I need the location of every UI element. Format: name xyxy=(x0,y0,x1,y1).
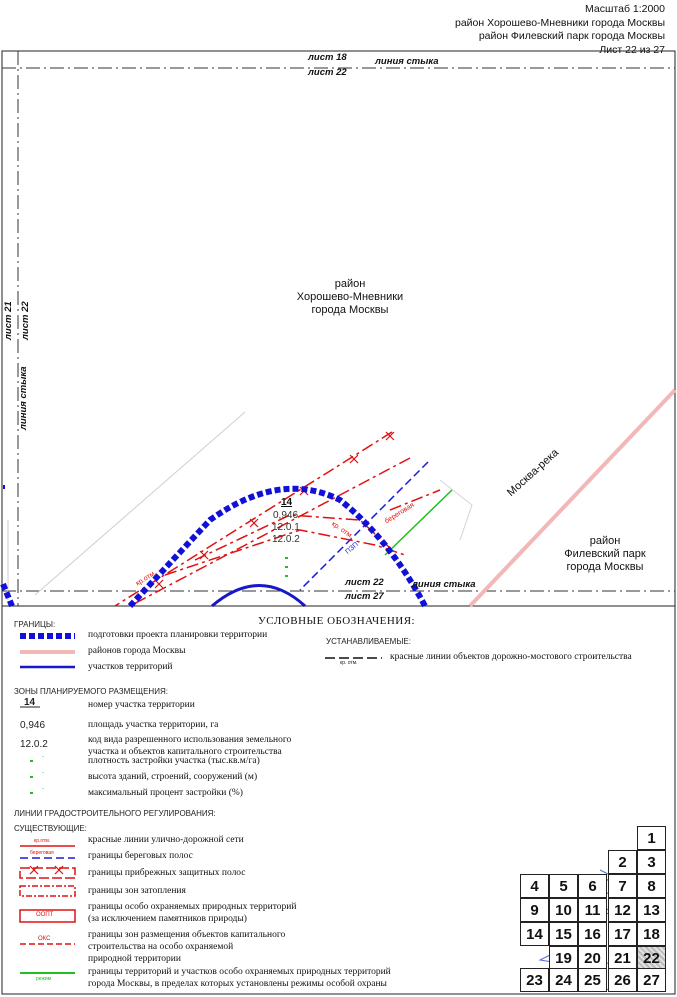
sheet-index-cell-14[interactable]: 14 xyxy=(520,922,549,946)
district-label-line: район xyxy=(334,278,366,290)
district-label-fili xyxy=(540,535,670,574)
river-label: Москва-река xyxy=(505,446,562,499)
sheet-index-cell-15[interactable]: 15 xyxy=(549,922,578,946)
sheet-index-cell-21[interactable]: 21 xyxy=(608,946,637,970)
legend-zone-area: площадь участка территории, га xyxy=(88,720,219,730)
legend-dash: - xyxy=(42,754,44,760)
project-boundary-left xyxy=(3,584,12,606)
red-line-label: кр.отм. xyxy=(134,569,158,588)
legend-l7-small: режим xyxy=(36,976,52,982)
legend-zone-num-sample: 14 xyxy=(24,697,36,708)
legend-zone-code-1: код вида разрешенного использования земельного xyxy=(88,735,292,745)
legend-zone-code-2: участка и объектов капитального строительства xyxy=(88,747,282,757)
legend-b3: участков территорий xyxy=(88,662,173,672)
legend-established-small: кр. отм. xyxy=(340,660,358,666)
street-line xyxy=(35,412,245,595)
left-joint-label: линия стыка xyxy=(18,366,29,430)
district-label-khoroshevo xyxy=(280,278,420,317)
sheet-index-cell-6[interactable]: 6 xyxy=(578,874,607,898)
sheet-index-cell-3[interactable]: 3 xyxy=(637,850,666,874)
legend-l2-small: береговая xyxy=(30,850,54,856)
left-sheet-label-a: лист 21 xyxy=(3,301,14,340)
district-label-line: Хорошево-Мневники xyxy=(296,291,404,303)
plot-marks xyxy=(285,557,288,577)
legend-b2: районов города Москвы xyxy=(88,646,186,656)
sheet-index-cell-12[interactable]: 12 xyxy=(608,898,637,922)
legend-zones-header: ЗОНЫ ПЛАНИРУЕМОГО РАЗМЕЩЕНИЯ: xyxy=(14,687,168,696)
bottom-sheet-label-a: лист 22 xyxy=(345,577,384,588)
legend-b1: подготовки проекта планировки территории xyxy=(88,630,268,640)
sheet-index-cell-10[interactable]: 10 xyxy=(549,898,578,922)
sheet-index-cell-7[interactable]: 7 xyxy=(608,874,637,898)
plot-number: 14 xyxy=(281,497,293,508)
legend-l4: границы зон затопления xyxy=(88,886,186,896)
legend-l6-1: границы зон размещения объектов капитального xyxy=(88,930,286,940)
plot-code-1: 12.0.1 xyxy=(272,522,300,533)
plot-area: 0,946 xyxy=(273,510,299,521)
sheet-index xyxy=(520,826,666,992)
top-sheet-label-a: лист 18 xyxy=(308,52,347,63)
legend-zone-area-sample: 0,946 xyxy=(20,720,46,731)
legend-zone-percent: максимальный процент застройки (%) xyxy=(88,788,243,798)
legend-dash: - xyxy=(42,786,44,792)
district-label-line: города Москвы xyxy=(566,561,644,573)
legend-established-header: УСТАНАВЛИВАЕМЫЕ: xyxy=(326,637,411,646)
legend-l5-1: границы особо охраняемых природных территорий xyxy=(88,902,297,912)
red-line-label: кр. отм. xyxy=(330,520,355,541)
legend-l7-2: города Москвы, в пределах которых установлены режимы особой охраны xyxy=(88,979,387,989)
sheet-index-cell-18[interactable]: 18 xyxy=(637,922,666,946)
shore-line-label: береговая xyxy=(383,501,416,526)
legend-zone-code-sample: 12.0.2 xyxy=(20,739,48,750)
sheet-index-cell-13[interactable]: 13 xyxy=(637,898,666,922)
district-label-line: города Москвы xyxy=(311,304,389,316)
sheet-index-cell-26[interactable]: 26 xyxy=(608,968,637,992)
legend-established-1: красные линии объектов дорожно-мостового строительства xyxy=(390,652,632,662)
sheet-index-cell-25[interactable]: 25 xyxy=(578,968,607,992)
district-label-line: Филевский парк xyxy=(564,548,646,560)
legend-l1-small: кр.отм. xyxy=(34,838,51,844)
sheet-index-cell-5[interactable]: 5 xyxy=(549,874,578,898)
sheet-index-cell-4[interactable]: 4 xyxy=(520,874,549,898)
sheet-index-cell-2[interactable]: 2 xyxy=(608,850,637,874)
legend-l5-small: ООПТ xyxy=(36,912,54,918)
legend-dash: - xyxy=(42,770,44,776)
legend-l6-small: ОКС xyxy=(38,936,51,942)
sheet-index-cell-27[interactable]: 27 xyxy=(637,968,666,992)
sheet-index-cell-16[interactable]: 16 xyxy=(578,922,607,946)
plot-code-2: 12.0.2 xyxy=(272,534,300,545)
legend-lines-header: ЛИНИИ ГРАДОСТРОИТЕЛЬНОГО РЕГУЛИРОВАНИЯ: xyxy=(14,809,216,818)
shore-line xyxy=(300,462,428,590)
top-joint-label: линия стыка xyxy=(375,56,439,67)
legend-zone-density: плотность застройки участка (тыс.кв.м/га) xyxy=(88,756,260,766)
legend-zone-height: высота зданий, строений, сооружений (м) xyxy=(88,772,258,782)
sheet-index-cell-11[interactable]: 11 xyxy=(578,898,607,922)
legend-l5-2: (за исключением памятников природы) xyxy=(88,914,247,924)
sheet-index-cell-1[interactable]: 1 xyxy=(637,826,666,850)
legend-boundaries-header: ГРАНИЦЫ: xyxy=(14,620,56,629)
sheet-index-cell-22-current[interactable]: 22 xyxy=(637,946,666,970)
legend-l3: границы прибрежных защитных полос xyxy=(88,868,246,878)
pzp-label: ПЗП xyxy=(344,541,360,556)
sheet-number: Лист 22 из 27 xyxy=(599,43,665,56)
legend-existing-header: СУЩЕСТВУЮЩИЕ: xyxy=(14,824,87,833)
sheet-index-cell-8[interactable]: 8 xyxy=(637,874,666,898)
legend-l6-3: природной территории xyxy=(88,954,181,964)
sheet-index-cell-9[interactable]: 9 xyxy=(520,898,549,922)
sheet-index-cell-24[interactable]: 24 xyxy=(549,968,578,992)
left-sheet-label-b: лист 22 xyxy=(20,301,31,340)
legend-l7-1: границы территорий и участков особо охраняемых природных территорий xyxy=(88,967,391,977)
district-label-line: район xyxy=(589,535,621,547)
legend-title: УСЛОВНЫЕ ОБОЗНАЧЕНИЯ: xyxy=(258,615,416,627)
sheet-index-cell-23[interactable]: 23 xyxy=(520,968,549,992)
district-title-2: район Филевский парк города Москвы xyxy=(478,30,665,42)
plot-boundary xyxy=(212,586,305,607)
sheet-index-cell-19[interactable]: 19 xyxy=(549,946,578,970)
legend-l2: границы береговых полос xyxy=(88,851,193,861)
legend-zone-num: номер участка территории xyxy=(88,700,195,710)
legend-l6-2: строительства на особо охраняемой xyxy=(88,942,234,952)
legend-l1: красные линии улично-дорожной сети xyxy=(88,835,244,845)
street-line xyxy=(440,480,472,540)
scale-label: Масштаб 1:2000 xyxy=(585,3,665,15)
district-title-1: район Хорошево-Мневники города Москвы xyxy=(454,16,665,29)
sheet-index-cell-17[interactable]: 17 xyxy=(608,922,637,946)
sheet-index-cell-20[interactable]: 20 xyxy=(578,946,607,970)
oopt-regime-line xyxy=(385,490,452,555)
top-sheet-label-b: лист 22 xyxy=(308,67,347,78)
bottom-joint-label: линия стыка xyxy=(412,579,476,590)
bottom-sheet-label-b: лист 27 xyxy=(345,591,384,602)
